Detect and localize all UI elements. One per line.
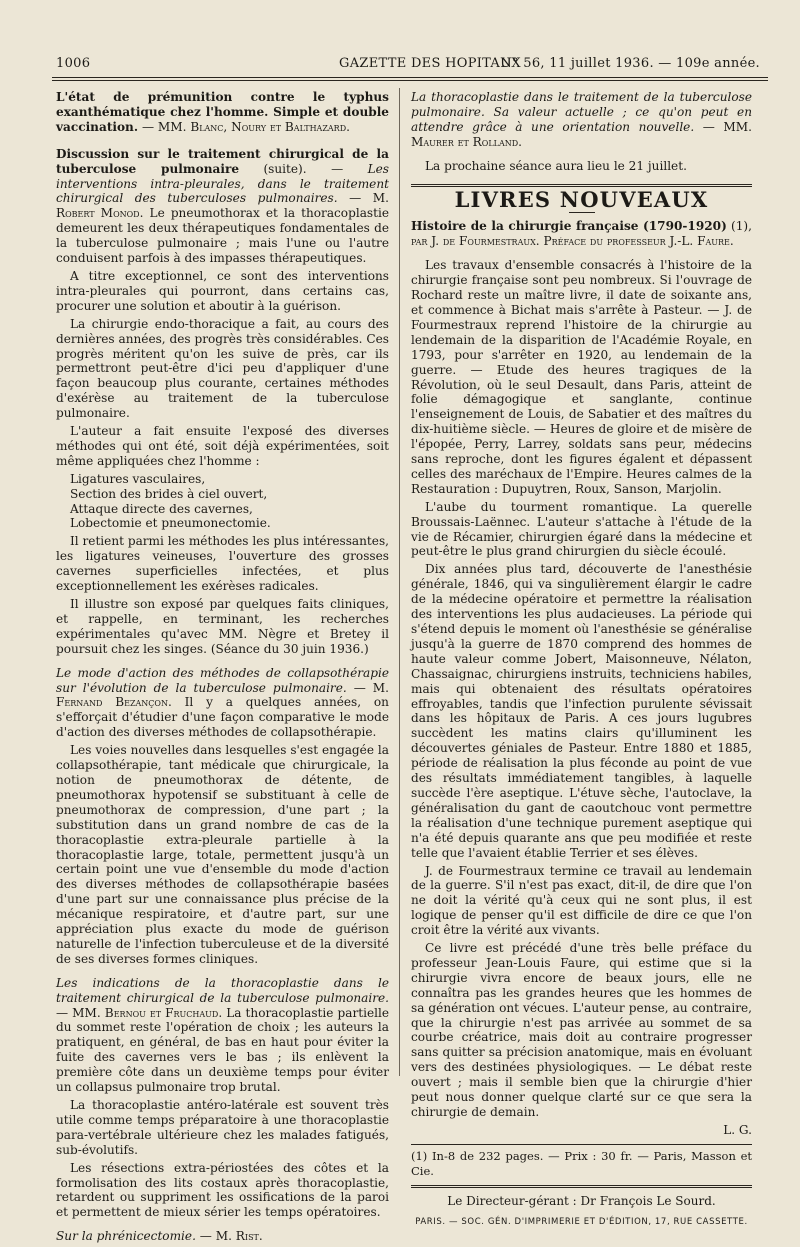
paragraph: J. de Fourmestraux termine ce travail au lendemain de la guerre. S'il n'est pas exact, dit-il, de dire que l'on ne doit la vérité qu'à ceux qui ne sont plus, il est logique de penser qu'il est difficile de dire ce que l'on croit être la vérité aux vivants. [411, 863, 752, 938]
column-divider [399, 88, 400, 1076]
header-rule-2 [52, 80, 768, 81]
book-author: par J. de Fourmestraux. Préface du professeur J.-L. Faure. [411, 234, 734, 249]
footer-rule [411, 1185, 752, 1188]
section-authors: — MM. Maurer et Rolland. [411, 119, 752, 149]
paragraph: L'aube du tourment romantique. La querelle Broussais-Laënnec. L'auteur s'attache à l'étude de la vie de Récamier, chirurgien égaré dans la médecine et peut-être le plus grand chirurgien du siècle écoulé. [411, 499, 752, 559]
paragraph: A titre exceptionnel, ce sont des interventions intra-pleurales qui pourront, dans certains cas, procurer une solution et aboutir à la guérison. [56, 268, 389, 313]
page-header [50, 54, 770, 76]
paragraph: Le pneumothorax et la thoracoplastie demeurent les deux thérapeutiques fondamentales de la tuberculose pulmonaire ; mais l'une ou l'autre conduisent parfois à des impasses thérapeutiques. [56, 206, 389, 266]
section-title: Sur la phrénicectomie. [56, 1229, 196, 1244]
section-heading-text: LIVRES NOUVEAUX [454, 186, 709, 212]
section-discussion [56, 147, 389, 266]
section-collapsotherapie [56, 666, 389, 741]
footnote-rule [411, 1144, 752, 1145]
paragraph: La chirurgie endo-thoracique a fait, au cours des dernières années, des progrès très considérables. Ces progrès méritent qu'on les suive de près, car ils permettront peut-être d'ici peu d'appliquer d'une façon beaucoup plus courante, certaines méthodes d'exérèse au traitement de la tuberculose pulmonaire. [56, 316, 389, 421]
section-indications [56, 976, 389, 1095]
gerant-line: Le Directeur-gérant : Dr François Le Sourd. [447, 1193, 716, 1208]
list-item: Ligatures vasculaires, [70, 471, 206, 486]
paragraph: Il retient parmi les méthodes les plus intéressantes, les ligatures veineuses, l'ouverture des grosses cavernes superficielles infectées, et plus exceptionnellement les exérèses radicales. [56, 534, 389, 594]
book-note-ref: (1), [731, 219, 752, 234]
section-authors: — M. Robert Monod. [56, 191, 389, 221]
section-title: Discussion sur le traitement chirurgical de la tuberculose pulmonaire [56, 146, 389, 176]
paragraph: Il y a quelques années, on s'efforçait d'étudier d'une façon comparative le mode d'action des diverses méthodes de collapsothérapie. [56, 695, 389, 740]
paragraph: Ce livre est précédé d'une très belle préface du professeur Jean-Louis Faure, qui estime que si la chirurgie vivra encore de beaux jours, elle ne connaîtra pas les grandes heures que les hommes de sa génération ont vécues. L'auteur pense, au contraire, que la chirurgie n'est pas arrivée au sommet de sa courbe créatrice, mais doit au contraire progresser sans quitter sa précision anatomique, mais en évoluant vers des destinées physiologiques. — Le débat reste ouvert ; mais il semble bien que la chirurgie d'hier peut nous donner quelque clarté sur ce que sera la chirurgie de demain. [411, 941, 752, 1119]
section-subtitle: — Les interventions intra-pleurales, dans le traitement chirurgical des tuberculoses pulmonaires. [56, 161, 389, 206]
section-authors: — M. Rist. [199, 1229, 263, 1244]
paragraph: Les voies nouvelles dans lesquelles s'est engagée la collapsothérapie, tant médicale que chirurgicale, la notion de pneumothorax de détente, de pneumothorax hypotensif se substituant à celle de pneumothorax de compression, d'une part ; la substitution dans un grand nombre de cas de la thoracoplastie extra-pleurale partielle à la thoracoplastie large, totale, permettent jusqu'à un certain point une vue d'ensemble du mode d'action des diverses méthodes de collapsothérapie basées d'une part sur une connaissance plus précise de la mécanique respiratoire, et d'autre part, sur une appréciation plus exacte du mode de guérison naturelle de l'infection tuberculeuse et de la diversité de ses diverses formes cliniques. [56, 743, 389, 966]
paragraph: Les travaux d'ensemble consacrés à l'histoire de la chirurgie française sont peu nombreux. Si l'ouvrage de Rochard reste un maître livre, il date de soixante ans, et commence à Bichat mais s'arrête à Pasteur. — J. de Fourmestraux reprend l'histoire de la chirurgie au lendemain de la disparition de l'Académie Royale, en 1793, pour s'arrêter en 1920, au lendemain de la guerre. — Etude des heures tragiques de la Révolution, où le seul Desault, dans Paris, atteint de folie démagogique et sanglante, continue l'enseignement de Louis, de Sabatier et des maîtres du dix-huitième siècle. — Heures de gloire et de misère de l'épopée, Perry, Larrey, soldats sans peur, médecins sans reproche, dont les figures égalent et dépassent celles des maréchaux de l'Empire. Heures calmes de la Restauration : Dupuytren, Roux, Sanson, Marjolin. [411, 258, 752, 496]
list-item: Section des brides à ciel ouvert, [70, 486, 268, 501]
printer-imprint: PARIS. — SOC. GÉN. D'IMPRIMERIE ET D'ÉDITION, 17, RUE CASSETTE. [415, 1216, 748, 1227]
section-title: L'état de prémunition contre le typhus exanthématique chez l'homme. Simple et double vaccination. [56, 90, 389, 134]
section-phrenicectomie [56, 1229, 389, 1244]
section-title: Le mode d'action des méthodes de collapsothérapie sur l'évolution de la tuberculose pulmonaire. [56, 665, 389, 695]
section-title: Les indications de la thoracoplastie dans le traitement chirurgical de la tuberculose pulmonaire. [56, 975, 389, 1005]
paragraph: Dix années plus tard, découverte de l'anesthésie générale, 1846, qui va singulièrement élargir le cadre de la médecine opératoire et permettre la réalisation des interventions les plus audacieuses. La période qui s'étend depuis le moment où l'anesthésie se généralise jusqu'à la guerre de 1870 comprend des hommes de haute valeur comme Jobert, Maisonneuve, Nélaton, Chassaignac, chirurgiens instruits, techniciens habiles, mais qui obtenaient des résultats opératoires effroyables, tandis que l'infection purulente sévissait dans les hôpitaux de Paris. A ces jours lugubres succèdent les matins clairs qu'illuminent les découvertes géniales de Pasteur. Entre 1880 et 1885, période de réalisation la plus féconde au point de vue des résultats immédiatement tangibles, à laquelle succède l'ère aseptique. L'étuve sèche, l'autoclave, la généralisation du gant de caoutchouc vont permettre la réalisation d'une technique purement aseptique qui n'a été depuis quarante ans que peu modifiée et reste telle que l'avaient établie Terrier et ses élèves. [411, 562, 752, 860]
section-title: La thoracoplastie dans le traitement de la tuberculose pulmonaire. Sa valeur actuelle ; ce qu'on peut en attendre grâce à une orientation nouvelle. [411, 90, 752, 134]
journal-title: GAZETTE DES HOPITAUX [339, 56, 521, 71]
book-title: Histoire de la chirurgie française (1790-1920) [411, 219, 727, 234]
list-item: Lobectomie et pneumonectomie. [70, 516, 271, 531]
issue-info: N° 56, 11 juillet 1936. — 109e année. [500, 56, 760, 71]
footnote: (1) In-8 de 232 pages. — Prix : 30 fr. — Paris, Masson et Cie. [411, 1148, 752, 1178]
paragraph: L'auteur a fait ensuite l'exposé des diverses méthodes qui ont été, soit déjà expérimentées, soit même appliquées chez l'homme : [56, 424, 389, 468]
section-heading [411, 186, 752, 214]
paragraph: Les résections extra-périostées des côtes et la formolisation des lits costaux après thoracoplastie, retardent ou suppriment les ossifications de la paroi et permettent de mieux sérier les temps opératoires. [56, 1160, 389, 1220]
section-typhus [56, 90, 389, 135]
left-column [56, 90, 389, 1247]
next-meeting: La prochaine séance aura lieu le 21 juillet. [425, 158, 687, 173]
list-item: Attaque directe des cavernes, [70, 501, 253, 516]
book-entry [411, 219, 752, 249]
section-thoracoplastie [411, 90, 752, 150]
section-authors: — MM. Bernou et Fruchaud. [56, 1005, 223, 1020]
review-signature: L. G. [723, 1122, 752, 1137]
paragraph: La thoracoplastie partielle du sommet reste l'opération de choix ; les auteurs la pratiquent, en général, de bas en haut pour éviter la fuite des cavernes vers le bas ; ils enlèvent la première côte dans un deuxième temps pour éviter un collapsus pulmonaire trop brutal. [56, 1005, 389, 1095]
section-authors: — MM. Blanc, Noury et Balthazard. [141, 119, 350, 134]
section-suite: (suite). [263, 161, 307, 176]
methods-list [56, 472, 389, 532]
paragraph: La thoracoplastie antéro-latérale est souvent très utile comme temps préparatoire à une thoracoplastie para-vertébrale ultérieure chez les malades fatigués, sub-évolutifs. [56, 1098, 389, 1157]
right-column [411, 90, 752, 1229]
page-number: 1006 [56, 56, 91, 71]
paragraph: Il illustre son exposé par quelques faits cliniques, et rappelle, en terminant, les recherches expérimentales qu'avec MM. Nègre et Bretey il poursuit chez les singes. (Séance du 30 juin 1936.) [56, 597, 389, 656]
section-authors: — M. Fernand Bezançon. [56, 680, 389, 710]
header-rule [52, 77, 768, 78]
heading-dash [569, 212, 595, 213]
